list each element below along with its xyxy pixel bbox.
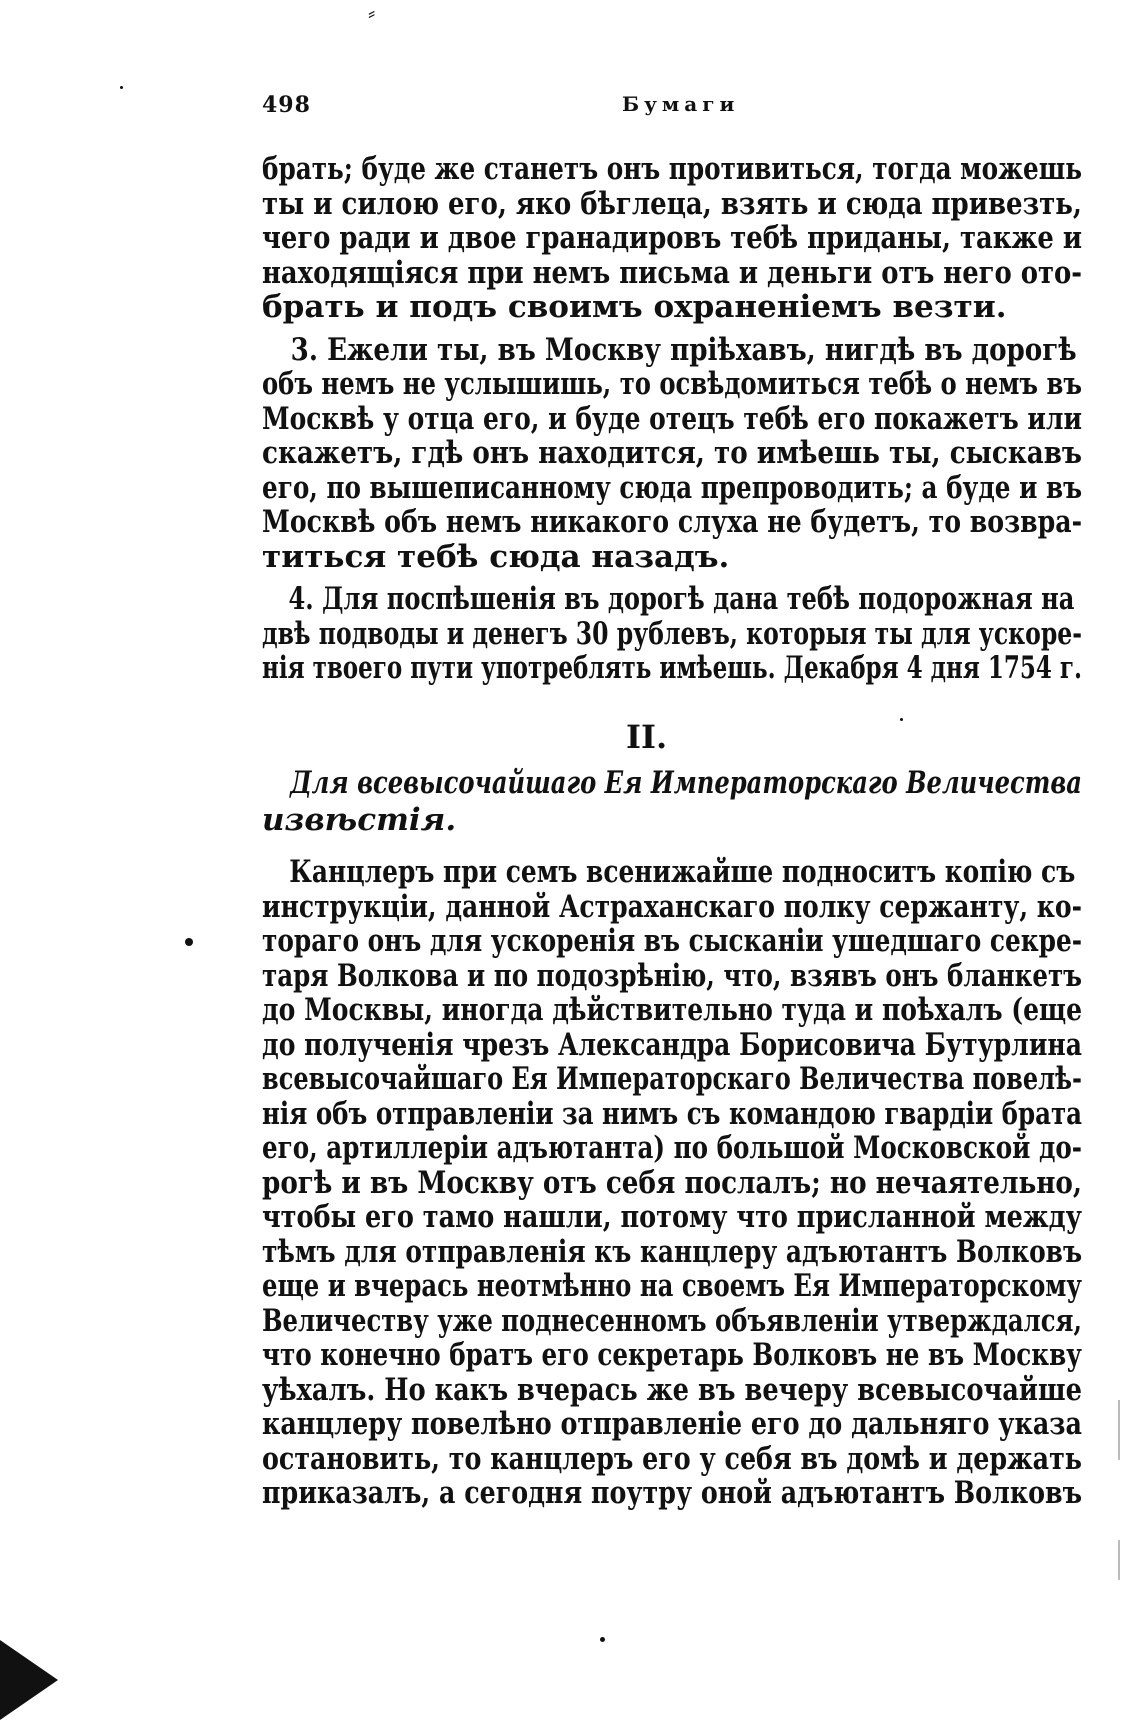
paragraph-2: [262, 333, 1082, 575]
section-number: II.: [626, 718, 668, 756]
scan-speck: [120, 86, 123, 89]
text-line: всевысочайшаго Ея Императорскаго Величества повелѣ-: [262, 1061, 1082, 1097]
text-line: нія объ отправленіи за нимъ съ командою гвардіи брата: [262, 1095, 1083, 1132]
running-title: Бумаги: [622, 92, 740, 116]
top-mark: ⸗: [368, 1, 376, 26]
text-line: Москвѣ у отца его, и буде отецъ тебѣ его покажетъ или: [262, 400, 1082, 437]
scan-edge-shadow: [0, 1640, 58, 1720]
text-line: остановить, то канцлеръ его у себя въ домѣ и держать: [262, 1440, 1082, 1477]
scan-speck: [185, 938, 193, 946]
text-line: приказалъ, а сегодня поутру оной адъютантъ Волковъ: [262, 1475, 1082, 1511]
text-line: до Москвы, иногда дѣйствительно туда и поѣхалъ (еще: [262, 992, 1083, 1028]
text-block-upper: [262, 152, 1082, 686]
page-header: [262, 92, 1072, 122]
text-line: двѣ подводы и денегъ 30 рублевъ, которыя ты для ускоре-: [262, 615, 1082, 652]
paragraph-4: [262, 855, 1082, 1511]
text-line: титься тебѣ сюда назадъ.: [262, 538, 730, 575]
heading-line: извѣстія.: [262, 802, 457, 838]
text-block-lower: [262, 855, 1082, 1511]
text-line: Москвѣ объ немъ никакого слуха не будетъ, то возвра-: [262, 504, 1083, 540]
text-line: еще и вчерась неотмѣнно на своемъ Ея Императорскому: [262, 1268, 1082, 1304]
paragraph-3: [262, 582, 1082, 686]
text-line: тѣмъ для отправленія къ канцлеру адъютантъ Волковъ: [262, 1233, 1083, 1270]
page-edge-line: [1118, 1400, 1120, 1460]
page-number: 498: [262, 92, 311, 118]
heading-line: Для всевысочайшаго Ея Императорскаго Величества: [290, 765, 1082, 801]
text-line: тораго онъ для ускоренія въ сысканіи ушедшаго секре-: [262, 923, 1083, 959]
scan-speck: [600, 1637, 605, 1642]
text-line: скажетъ, гдѣ онъ находится, то имѣешь ты, сыскавъ: [262, 435, 1082, 471]
page-edge-line: [1118, 1540, 1120, 1580]
text-line: брать и подъ своимъ охраненіемъ везти.: [262, 289, 1007, 325]
text-line: чтобы его тамо нашли, потому что присланной между: [262, 1199, 1082, 1235]
text-line: объ немъ не услышишь, то освѣдомиться тебѣ о немъ въ: [262, 366, 1082, 402]
text-line: чего ради и двое гранадировъ тебѣ приданы, также и: [262, 220, 1083, 256]
text-line: таря Волкова и по подозрѣнію, что, взявъ онъ бланкетъ: [262, 957, 1082, 994]
text-line: Канцлеръ при семъ всенижайше подноситъ копію съ: [289, 854, 1076, 890]
text-line: нія твоего пути употреблять имѣешь. Декабря 4 дня 1754 г.: [262, 650, 1082, 686]
text-line: брать; буде же станетъ онъ противиться, тогда можешь: [262, 151, 1083, 187]
scan-speck: [900, 718, 903, 721]
text-line: до полученія чрезъ Александра Борисовича Бутурлина: [262, 1026, 1083, 1063]
text-line: его, по вышеписанному сюда препроводить; а буде и въ: [262, 469, 1083, 506]
text-line: 4. Для поспѣшенія въ дорогѣ дана тебѣ подорожная на: [288, 581, 1075, 617]
text-line: Величеству уже поднесенномъ объявленіи утверждался,: [262, 1302, 1082, 1339]
text-line: канцлеру повелѣно отправленіе его до дальняго указа: [262, 1406, 1082, 1442]
text-line: находящіяся при немъ письма и деньги отъ него ото-: [262, 254, 1083, 291]
text-line: уѣхалъ. Но какъ вчерась же въ вечеру всевысочайше: [262, 1371, 1082, 1408]
text-line: 3. Ежели ты, въ Москву пріѣхавъ, нигдѣ въ дорогѣ: [290, 331, 1077, 368]
text-line: что конечно братъ его секретарь Волковъ не въ Москву: [262, 1337, 1082, 1373]
text-line: ты и силою его, яко бѣглеца, взять и сюда привезть,: [262, 185, 1082, 222]
section-heading: [262, 765, 1082, 839]
text-line: рогѣ и въ Москву отъ себя послалъ; но нечаятельно,: [262, 1164, 1083, 1201]
text-line: его, артиллеріи адъютанта) по большой Московской до-: [262, 1130, 1082, 1166]
paragraph-1: [262, 152, 1082, 325]
text-line: инструкціи, данной Астраханскаго полку сержанту, ко-: [262, 888, 1083, 925]
